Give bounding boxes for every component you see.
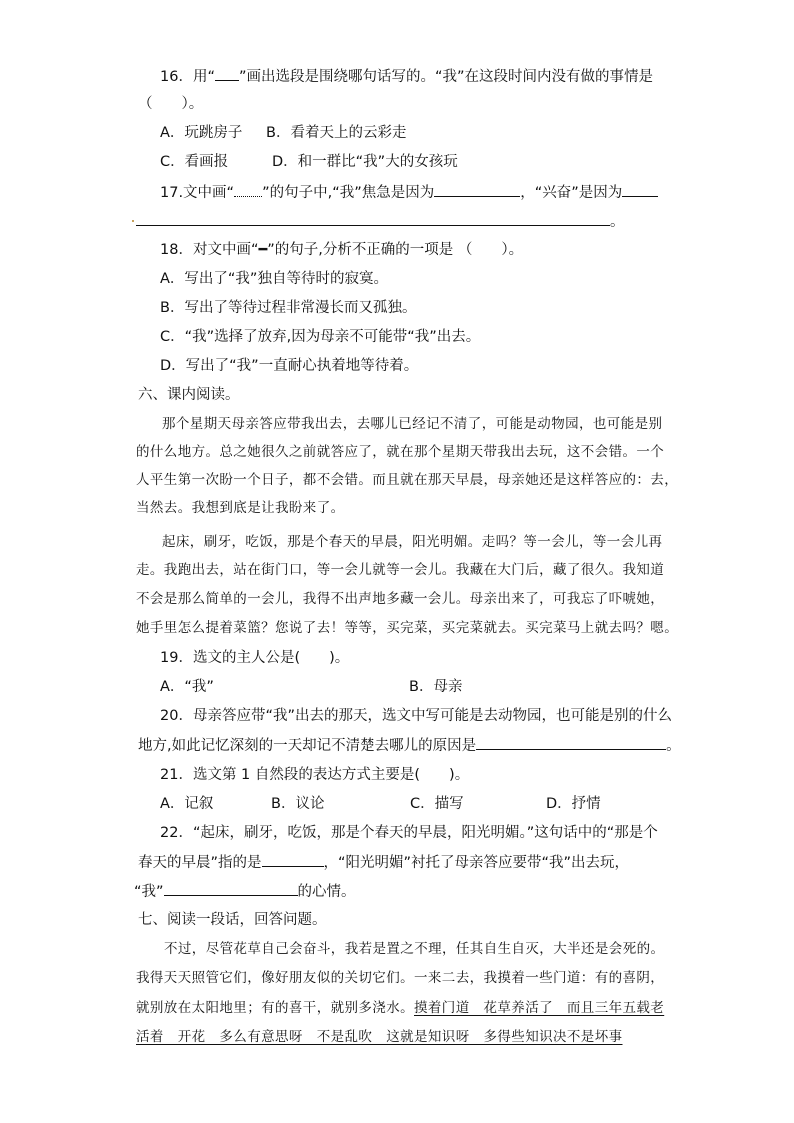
q17-blank-3 xyxy=(136,211,610,226)
q20-line2: 地方,如此记忆深刻的一天却记不清楚去哪儿的原因是 。 xyxy=(138,735,681,756)
q18-option-c: C．“我”选择了放弃,因为母亲不可能带“我”出去。 xyxy=(160,329,481,345)
section7-line3: 就别放在太阳地里；有的喜干，就别多浇水。摸着门道 花草养活了 而且三年五载老 xyxy=(136,1000,665,1016)
q16-stem: 16．用“ ”画出选段是围绕哪句话写的。“我”在这段时间内没有做的事情是 xyxy=(160,66,653,87)
section6-p2-line2: 走。我跑出去，站在街门口，等一会儿就等一会儿。我藏在大门后，藏了很久。我知道 xyxy=(136,562,665,578)
q16-paren: （ ）。 xyxy=(138,96,204,112)
q19-stem: 19．选文的主人公是( )。 xyxy=(160,650,350,666)
q17-line2: 。 xyxy=(136,211,625,232)
q20-blank xyxy=(476,735,666,750)
q22-line1: 22．“起床，刷牙，吃饭，那是个春天的早晨，阳光明媚。”这句话中的“那是个 xyxy=(160,825,658,841)
q21-option-a: A．记叙 xyxy=(160,796,214,812)
q21-stem: 21．选文第 1 自然段的表达方式主要是( )。 xyxy=(160,767,470,783)
section6-p1-line4: 当然去。我想到底是让我盼来了。 xyxy=(136,500,345,516)
q22-line2: 春天的早晨”指的是 ，“阳光明媚”衬托了母亲答应要带“我”出去玩， xyxy=(138,852,629,873)
q17-wavy-mark xyxy=(234,182,262,197)
stray-mark xyxy=(132,220,134,222)
section6-p1-line1: 那个星期天母亲答应带我出去，去哪儿已经记不清了，可能是动物园，也可能是别 xyxy=(162,416,663,432)
q22-line3: “我” 的心情。 xyxy=(134,881,356,902)
q17-blank-2 xyxy=(622,182,658,197)
q22-blank-1 xyxy=(262,852,324,867)
q16-option-b: B．看着天上的云彩走 xyxy=(266,125,407,141)
q21-option-c: C．描写 xyxy=(410,796,464,812)
section6-p1-line2: 的什么地方。总之她很久之前就答应了，就在那个星期天带我出去玩，这不会错。一个 xyxy=(136,444,665,460)
q21-option-b: B．议论 xyxy=(271,796,325,812)
q16-option-a: A．玩跳房子 xyxy=(160,125,243,141)
section6-p2-line3: 不会是那么简单的一会儿，我得不出声地多藏一会儿。母亲出来了，可我忘了吓唬她， xyxy=(136,591,665,607)
q18-stem: 18．对文中画“━”的句子,分析不正确的一项是 （ ）。 xyxy=(160,242,524,258)
section7-underlined-1: 摸着门道 花草养活了 而且三年五载老 xyxy=(414,1000,665,1016)
q16-option-c: C．看画报 xyxy=(160,154,229,170)
q17-stem: 17.文中画“ ”的句子中,“我”焦急是因为 ，“兴奋”是因为 xyxy=(160,182,658,203)
section7-title: 七、阅读一段话，回答问题。 xyxy=(138,912,327,928)
q16-blank xyxy=(215,66,239,81)
q19-option-b: B．母亲 xyxy=(409,679,463,695)
section6-p1-line3: 人平生第一次盼一个日子，都不会错。而且就在那天早晨，母亲她还是这样答应的：去， xyxy=(136,472,679,488)
q18-option-a: A．写出了“我”独自等待时的寂寞。 xyxy=(160,271,388,287)
q18-option-d: D．写出了“我”一直耐心执着地等待着。 xyxy=(160,358,419,374)
q16-option-d: D．和一群比“我”大的女孩玩 xyxy=(272,154,458,170)
section6-title: 六、课内阅读。 xyxy=(138,387,240,403)
q21-option-d: D．抒情 xyxy=(546,796,601,812)
section7-line2: 我得天天照管它们，像好朋友似的关切它们。一来二去，我摸着一些门道：有的喜阴， xyxy=(136,970,665,986)
q18-option-b: B．写出了等待过程非常漫长而又孤独。 xyxy=(160,300,417,316)
section7-line4: 活着 开花 多么有意思呀 不是乱吹 这就是知识呀 多得些知识决不是坏事 xyxy=(136,1029,623,1045)
q22-blank-2 xyxy=(164,881,298,896)
q19-option-a: A．“我” xyxy=(160,679,214,695)
q20-line1: 20．母亲答应带“我”出去的那天，选文中写可能是去动物园，也可能是别的什么 xyxy=(160,708,672,724)
section6-p2-line4: 她手里怎么提着菜篮？您说了去！等等，买完菜，买完菜就去。买完菜马上就去吗？嗯。 xyxy=(136,620,679,636)
q17-blank-1 xyxy=(434,182,520,197)
section7-line1: 不过，尽管花草自己会奋斗，我若是置之不理，任其自生自灭，大半还是会死的。 xyxy=(164,941,665,957)
section6-p2-line1: 起床，刷牙，吃饭，那是个春天的早晨，阳光明媚。走吗？等一会儿，等一会儿再 xyxy=(162,534,663,550)
